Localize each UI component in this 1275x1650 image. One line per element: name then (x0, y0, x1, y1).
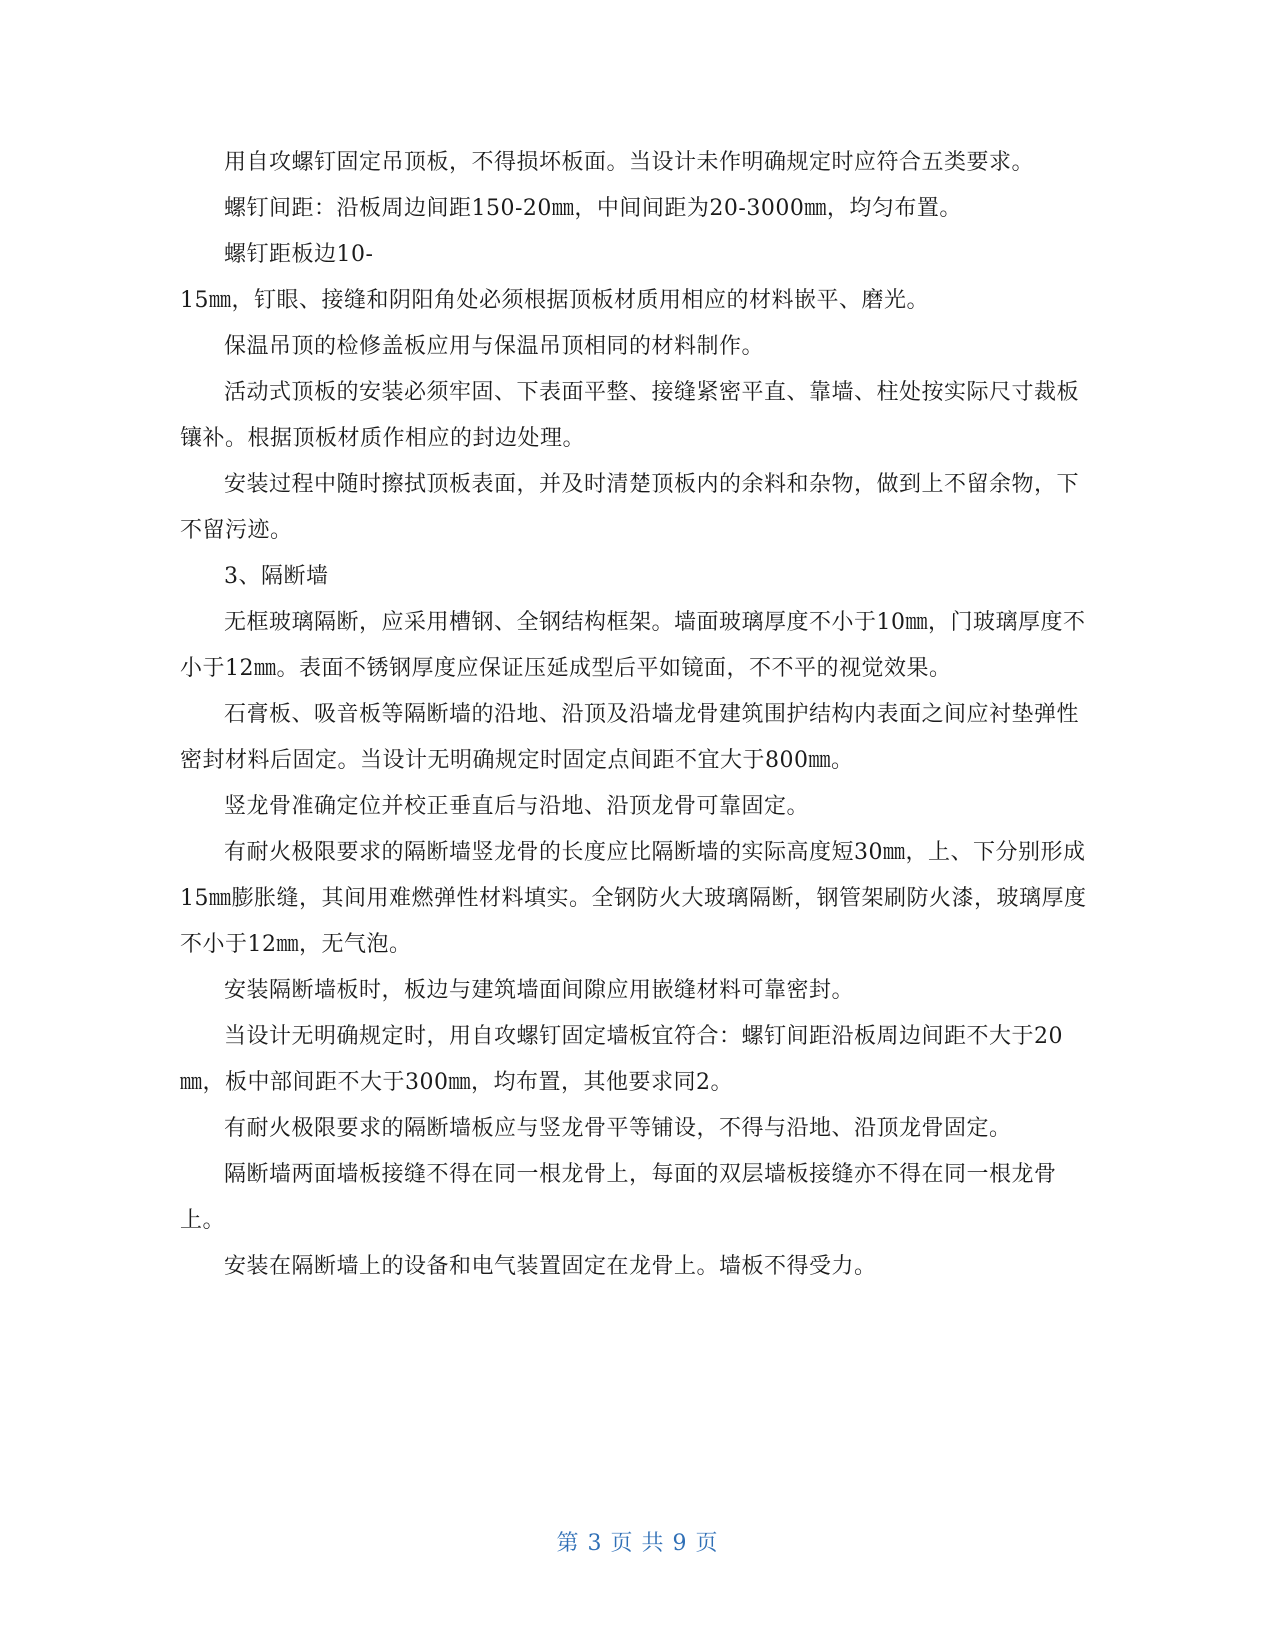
page-footer: 第 3 页 共 9 页 (556, 1531, 719, 1556)
paragraph: 保温吊顶的检修盖板应用与保温吊顶相同的材料制作。 (224, 334, 765, 359)
paragraph: 安装隔断墙板时，板边与建筑墙面间隙应用嵌缝材料可靠密封。 (224, 978, 855, 1003)
paragraph: 用自攻螺钉固定吊顶板，不得损坏板面。当设计未作明确规定时应符合五类要求。 (224, 150, 1035, 175)
paragraph: 有耐火极限要求的隔断墙板应与竖龙骨平等铺设，不得与沿地、沿顶龙骨固定。 (224, 1116, 1012, 1141)
paragraph: 隔断墙两面墙板接缝不得在同一根龙骨上，每面的双层墙板接缝亦不得在同一根龙骨上。 (180, 1162, 1057, 1233)
paragraph: 安装在隔断墙上的设备和电气装置固定在龙骨上。墙板不得受力。 (224, 1254, 877, 1279)
paragraph: 竖龙骨准确定位并校正垂直后与沿地、沿顶龙骨可靠固定。 (224, 794, 810, 819)
paragraph: 无框玻璃隔断，应采用槽钢、全钢结构框架。墙面玻璃厚度不小于10㎜，门玻璃厚度不小于12㎜。表面不锈钢厚度应保证压延成型后平如镜面，不不平的视觉效果。 (180, 610, 1086, 681)
paragraph: 石膏板、吸音板等隔断墙的沿地、沿顶及沿墙龙骨建筑围护结构内表面之间应衬垫弹性密封材料后固定。当设计无明确规定时固定点间距不宜大于800㎜。 (180, 702, 1080, 773)
paragraph: 螺钉间距：沿板周边间距150-20㎜，中间间距为20-3000㎜，均匀布置。 (224, 196, 962, 221)
paragraph: 当设计无明确规定时，用自攻螺钉固定墙板宜符合：螺钉间距沿板周边间距不大于20㎜，板中部间距不大于300㎜，均布置，其他要求同2。 (180, 1024, 1063, 1095)
paragraph: 安装过程中随时擦拭顶板表面，并及时清楚顶板内的余料和杂物，做到上不留余物，下不留污迹。 (180, 472, 1080, 543)
paragraph: 15㎜，钉眼、接缝和阴阳角处必须根据顶板材质用相应的材料嵌平、磨光。 (180, 288, 929, 313)
paragraph: 活动式顶板的安装必须牢固、下表面平整、接缝紧密平直、靠墙、柱处按实际尺寸裁板镶补。根据顶板材质作相应的封边处理。 (180, 380, 1080, 451)
document-body (180, 140, 1100, 1290)
section-heading: 3、隔断墙 (224, 564, 329, 589)
paragraph: 有耐火极限要求的隔断墙竖龙骨的长度应比隔断墙的实际高度短30㎜，上、下分别形成15㎜膨胀缝，其间用难燃弹性材料填实。全钢防火大玻璃隔断，钢管架刷防火漆，玻璃厚度不小于12㎜，无气泡。 (180, 840, 1087, 957)
paragraph: 螺钉距板边10- (224, 242, 374, 267)
